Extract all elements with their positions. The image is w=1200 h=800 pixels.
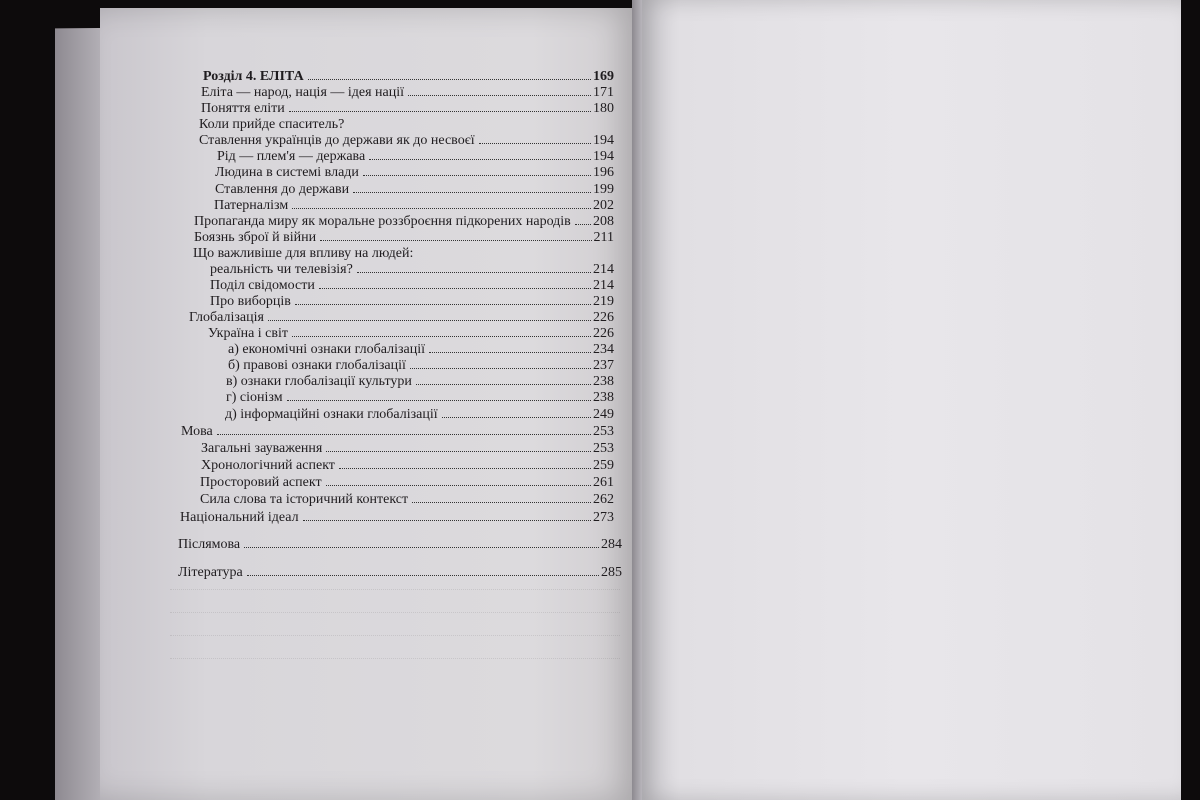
- toc-row: Хронологічний аспект 259: [201, 458, 614, 473]
- toc-row: Ставлення до держави 199: [215, 182, 614, 197]
- toc-row: б) правові ознаки глобалізації 237: [228, 358, 614, 373]
- toc-row: Що важливіше для впливу на людей:: [193, 246, 414, 261]
- toc-row: Національний ідеал 273: [180, 510, 614, 525]
- toc-row: Людина в системі влади 196: [215, 165, 614, 180]
- toc-row: Патерналізм 202: [214, 198, 614, 213]
- toc-row: Про виборців 219: [210, 294, 614, 309]
- toc-row: Україна і світ 226: [208, 326, 614, 341]
- toc-row: Поділ свідомости 214: [210, 278, 614, 293]
- toc-row: Мова 253: [181, 424, 614, 439]
- toc-row-chapter-4: Розділ 4. ЕЛІТА 169: [203, 69, 614, 84]
- toc-row: Глобалізація 226: [189, 310, 614, 325]
- toc-row: Сила слова та історичний контекст 262: [200, 492, 614, 507]
- toc-row: Пропаганда миру як моральне роззброєння підкорених народів 208: [194, 214, 614, 229]
- toc-row: г) сіонізм 238: [226, 390, 614, 405]
- toc-row: Коли прийде спаситель?: [199, 117, 345, 132]
- toc-row: Поняття еліти 180: [201, 101, 614, 116]
- toc-row: в) ознаки глобалізації культури 238: [226, 374, 614, 389]
- toc-row: Еліта — народ, нація — ідея нації 171: [201, 85, 614, 100]
- toc-row: Боязнь зброї й війни 211: [194, 230, 614, 245]
- toc-row: Рід — плем'я — держава 194: [217, 149, 614, 164]
- toc-row: Просторовий аспект 261: [200, 475, 614, 490]
- toc-row: Загальні зауваження 253: [201, 441, 614, 456]
- toc-row: а) економічні ознаки глобалізації 234: [228, 342, 614, 357]
- toc-row: Література 285: [178, 565, 622, 580]
- toc-row: д) інформаційні ознаки глобалізації 249: [225, 407, 614, 422]
- toc-row: Післямова 284: [178, 537, 622, 552]
- toc-row: реальність чи телевізія? 214: [210, 262, 614, 277]
- toc-row: Ставлення українців до держави як до несвоєї 194: [199, 133, 614, 148]
